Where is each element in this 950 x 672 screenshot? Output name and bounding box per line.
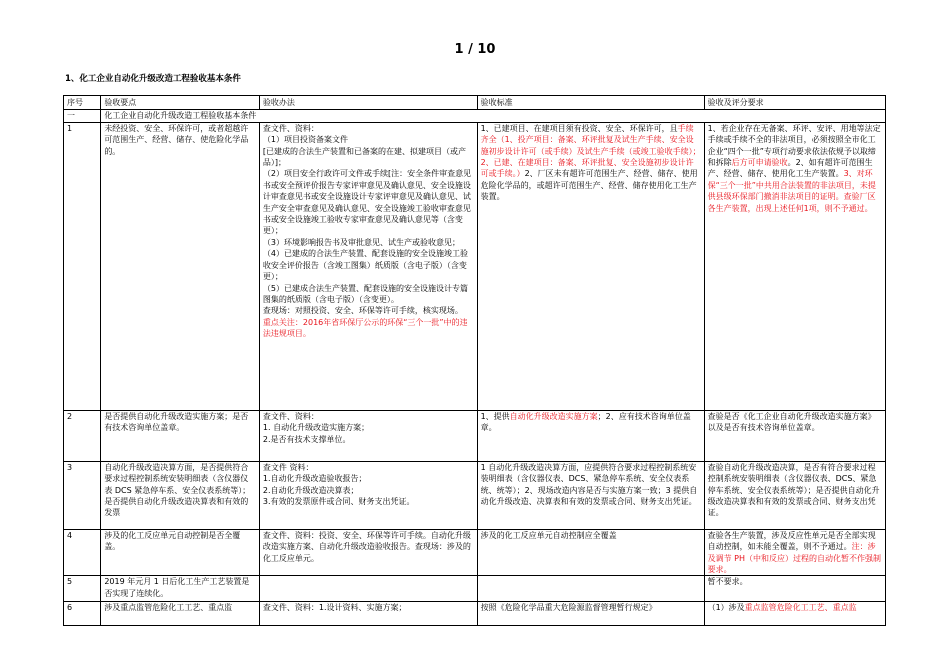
scoring-text: 重点监管危险化工工艺、重点监 — [744, 603, 857, 613]
method-text: （1）项目投资备案文件 — [262, 135, 348, 145]
method-text: 查文件 资料： — [262, 462, 314, 472]
method-text: 查现场：对照投资、安全、环保等许可手续，核实现场。 — [262, 306, 463, 316]
method-text: 查文件、资料： — [262, 411, 319, 421]
row-check-point: 2019 年元月 1 日后化工生产工艺装置是否实现了连续化。 — [101, 576, 260, 602]
row-check-point: 涉及重点监管危险化工工艺、重点监 — [101, 602, 260, 626]
scoring-text: （1）涉及 — [707, 603, 745, 613]
standard-text: 1、提供 — [480, 411, 510, 421]
header-index: 序号 — [64, 96, 101, 110]
row-check-point: 是否提供自动化升级改造实施方案；是否有技术咨询单位盖章。 — [101, 410, 260, 461]
row-check-point: 自动化升级改造决算方面，是否提供符合要求过程控制系统安装明细表（含仪器仪表 DCS 紧急停车系、安全仪表系统等）；是否提供自动化升级改造决算表和有效的发票 — [101, 461, 260, 529]
method-text: 3.有效的发票原件或合同、财务支出凭证。 — [262, 497, 415, 507]
scoring-text: 3、对环保“三个一批”中共用合法装置的非法项目，未提供县级环保部门撤消非法项目的证明。查验厂区各生产装置，出现上述任何1项，则不予通过。 — [707, 169, 876, 213]
row-scoring — [704, 576, 885, 602]
row-check-point: 涉及的化工反应单元自动控制是否全覆盖。 — [101, 529, 260, 576]
table-header-row — [64, 96, 886, 110]
row-standard — [477, 461, 704, 529]
row-check-point: 未经投资、安全、环保许可，或者超越许可范围生产、经营、储存、使危险化学品的。 — [101, 122, 260, 410]
standard-text: 1 自动化升级改造决算方面，应提供符合要求过程控制系统安装明细表（含仪器仪表、DCS、紧急停车系统、安全仪表系统、统等）；2、现场改造内容是否与实施方案一致；3 提供自动化升级改造、决算表和有效的发票或合同、财务支出凭证。 — [480, 462, 698, 507]
row-index: 5 — [64, 576, 101, 602]
section-heading: 1、化工企业自动化升级改造工程验收基本条件 — [65, 74, 241, 84]
scoring-text: 注：涉及调节 PH（中和反应）过程的自动化暂不作强制要求。 — [707, 542, 881, 575]
method-text: （4）已建成的合法生产装置、配套设施的安全设施竣工验收安全评价报告（含竣工图集）纸质版（含电子版）（含变更）； — [262, 249, 468, 282]
row-method — [259, 122, 477, 410]
method-text: （2）项目安全行政许可文件或手续[注：安全条件审查意见书或安全预评价报告专家评审意见及确认意见、安全设施设计审查意见书或安全设施设计专家评审意见及确认意见、试生产安全审查意见及确认意见、安全设施竣工验收审查意见书或安全设施竣工验收专家审查意见及确认意见等（含变更）； — [262, 169, 472, 236]
method-text: （3）环境影响报告书及审批意见、试生产或验收意见； — [262, 237, 460, 247]
header-standard: 验收标准 — [477, 96, 704, 110]
method-text: 查文件、资料： — [262, 123, 319, 133]
row-scoring — [704, 529, 885, 576]
row-index: 6 — [64, 602, 101, 626]
table-row — [64, 410, 886, 461]
table-row — [64, 461, 886, 529]
section-row — [64, 110, 886, 122]
row-scoring — [704, 602, 885, 626]
row-index: 3 — [64, 461, 101, 529]
method-text: （5）已建成合法生产装置、配套设施的安全设施设计专篇图集的纸质版（含电子版）（含变更）。 — [262, 283, 468, 304]
scoring-text: 查验是否《化工企业自动化升级改造实施方案》以及是否有技术咨询单位盖章。 — [707, 411, 876, 433]
standard-text: 2、厂区未有超许可范围生产、经营、储存、使用危险化学品的，或超许可范围生产、经营、储存使用化工生产装置。 — [480, 169, 698, 202]
row-standard — [477, 529, 704, 576]
row-index: 4 — [64, 529, 101, 576]
row-standard — [477, 122, 704, 410]
method-text: 1.自动化升级改造验收报告； — [262, 474, 367, 484]
row-standard — [477, 602, 704, 626]
table-row — [64, 602, 886, 626]
scoring-text: 查验各生产装置，涉及反应性单元是否全部实现自动控制，如未能全覆盖，则不予通过。 — [707, 530, 876, 552]
header-point: 验收要点 — [101, 96, 260, 110]
standard-text: ； — [597, 411, 606, 421]
standard-text: 按照《危险化学品重大危险源监督管理暂行规定》 — [480, 603, 657, 613]
standard-text: 1、已建项目、在建项目须有投资、安全、环保许可，且 — [480, 123, 678, 133]
header-method: 验收办法 — [259, 96, 477, 110]
standard-text: 自动化升级改造实施方案 — [509, 411, 598, 421]
method-text: 2.是否有技术支撑单位。 — [262, 434, 351, 444]
standard-text: 2、应有技术咨询单位盖章。 — [480, 411, 691, 433]
scoring-text: 。 — [787, 158, 796, 168]
method-text: 2.自动化升级改造决算表； — [262, 485, 359, 495]
row-method — [259, 461, 477, 529]
row-method — [259, 410, 477, 461]
scoring-text: 1、若企业存在无备案、环评、安评、用地等法定手续或手续不全的非法项目，必须按照全市化工企业“四个一批”专项行动要求依法依规予以取缔和拆除 — [707, 123, 881, 168]
row-scoring — [704, 410, 885, 461]
row-scoring — [704, 461, 885, 529]
row-method — [259, 602, 477, 626]
row-standard — [477, 410, 704, 461]
method-text: 重点关注：2016年省环保厅公示的环保“三个一批”中的违法违规项目。 — [262, 317, 468, 339]
section-title: 化工企业自动化升级改造工程验收基本条件 — [101, 110, 886, 122]
row-standard — [477, 576, 704, 602]
row-scoring — [704, 122, 885, 410]
table-row — [64, 576, 886, 602]
scoring-text: 查验自动化升级改造决算，是否有符合要求过程控制系统安装明细表（含仪器仪表、DCS、紧急停车系统、安全仪表系统等）；是否提供自动化升级改造决算表和有效的发票或合同、财务支出凭证。 — [707, 462, 880, 518]
scoring-text: 暂不要求。 — [707, 577, 748, 587]
method-text: 查文件、资料：投资、安全、环保等许可手续。自动化升级改造实施方案、自动化升级改造验收报告。查现场：涉及的化工反应单元。 — [262, 530, 471, 563]
scoring-text: 2、如有超许可范围生产、经营、储存、使用化工生产装置。 — [707, 158, 873, 179]
scoring-text: 后方可申请验收 — [731, 158, 788, 168]
row-method — [259, 529, 477, 576]
header-scoring: 验收及评分要求 — [704, 96, 885, 110]
acceptance-table — [63, 95, 886, 626]
method-text: 1. 自动化升级改造实施方案； — [262, 423, 370, 433]
row-index: 2 — [64, 410, 101, 461]
standard-text: 涉及的化工反应单元自动控制应全覆盖 — [480, 530, 617, 540]
table-row — [64, 529, 886, 576]
table-row — [64, 122, 886, 410]
standard-text: 手续齐全（1、投产项目：备案、环评批复及试生产手续、安全设施初步设计许可（或手续）及试生产手续（或竣工验收手续）；2、已建、在建项目：备案、环评批复、安全设施初步设计许可或手续。） — [480, 123, 701, 179]
row-index: 1 — [64, 122, 101, 410]
page-number: 1 / 10 — [454, 42, 496, 57]
method-text: 查文件、资料：1.设计资料、实施方案； — [262, 603, 407, 613]
method-text: [已建成的合法生产装置和已备案的在建、拟建项目（或产品）]； — [262, 146, 467, 168]
section-index: 一 — [64, 110, 101, 122]
row-method — [259, 576, 477, 602]
